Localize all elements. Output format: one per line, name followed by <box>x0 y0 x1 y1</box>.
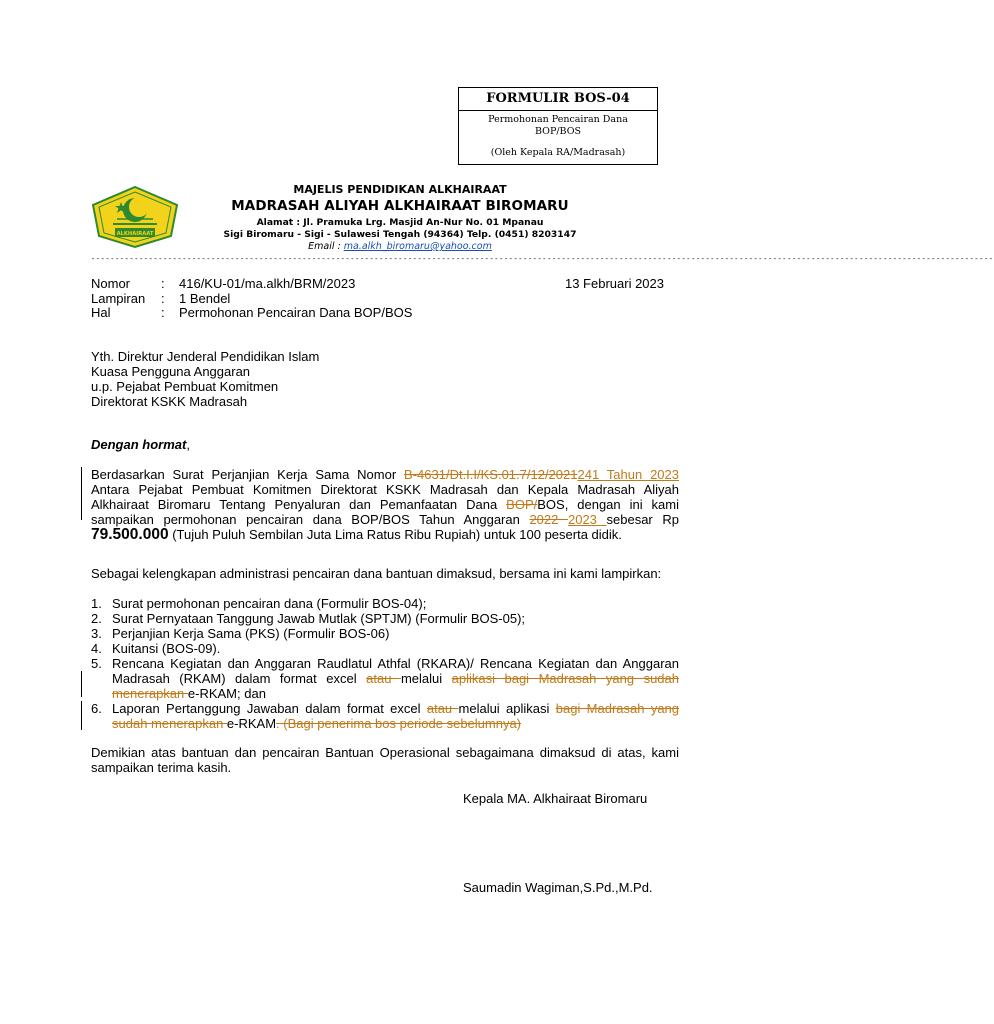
recipient-line3: u.p. Pejabat Pembuat Komitmen <box>91 379 279 394</box>
list-item: 4. Kuitansi (BOS-09). <box>91 641 221 656</box>
salutation-comma: , <box>186 437 190 452</box>
recipient-line1: Yth. Direktur Jenderal Pendidikan Islam <box>91 349 320 364</box>
list-item: 2. Surat Pernyataan Tanggung Jawab Mutlak (SPTJM) (Formulir BOS-05); <box>91 611 526 626</box>
email-link[interactable]: ma.alkh_biromaru@yahoo.com <box>343 241 492 252</box>
form-label-box <box>458 87 658 165</box>
email-label: Email : <box>308 241 341 252</box>
recipient-line2: Kuasa Pengguna Anggaran <box>91 364 251 379</box>
change-bar <box>81 467 82 520</box>
form-subtitle-line3: (Oleh Kepala RA/Madrasah) <box>490 147 626 158</box>
paragraph-pks <box>91 467 679 542</box>
nomor-value: 416/KU-01/ma.alkh/BRM/2023 <box>179 276 356 291</box>
pks-inserted-year: 2023 <box>567 512 607 527</box>
pks-text-1: Berdasarkan Surat Perjanjian Kerja Sama Nomor <box>91 467 405 482</box>
signatory-title: Kepala MA. Alkhairaat Biromaru <box>463 791 648 806</box>
pks-deleted-bop: BOP/ <box>506 497 538 512</box>
pks-deleted-year: 2022 <box>529 512 568 527</box>
salutation-text: Dengan hormat <box>91 437 187 452</box>
pks-deleted-number: B-4631/Dt.I.I/KS.01.7/12/2021 <box>404 467 578 482</box>
form-subtitle-line1: Permohonan Pencairan Dana <box>488 114 628 125</box>
form-subtitle <box>459 111 657 164</box>
form-subtitle-line2: BOP/BOS <box>535 126 581 137</box>
address-line1: Alamat : Jl. Pramuka Lrg. Masjid An-Nur No. 01 Mpanau <box>256 217 544 228</box>
list-item: 5. Rencana Kegiatan dan Anggaran Raudlatul Athfal (RKARA)/ Rencana Kegiatan dan Anggaran Madrasah (RKAM) dalam format excel atau melalui aplikasi bagi Madrasah yang sudah menerapkan e-RKAM; dan <box>91 656 679 701</box>
hal-value: Permohonan Pencairan Dana BOP/BOS <box>179 305 413 320</box>
lampiran-label: Lampiran <box>91 291 146 306</box>
nomor-colon: : <box>161 276 165 291</box>
list-item: 6. Laporan Pertanggung Jawaban dalam format excel atau melalui aplikasi bagi Madrasah yang sudah menerapkan e-RKAM. (Bagi penerima bos periode sebelumnya) <box>91 701 680 731</box>
school-name: MADRASAH ALIYAH ALKHAIRAAT BIROMARU <box>231 198 569 214</box>
email-line <box>180 241 620 252</box>
change-bar <box>81 701 82 730</box>
lampiran-value: 1 Bendel <box>179 291 231 306</box>
signatory-name: Saumadin Wagiman,S.Pd.,M.Pd. <box>463 880 653 895</box>
org-name: MAJELIS PENDIDIKAN ALKHAIRAAT <box>293 183 507 196</box>
pks-inserted-number: 241 Tahun 2023 <box>577 467 679 482</box>
closing-paragraph: Demikian atas bantuan dan pencairan Bantuan Operasional sebagaimana dimaksud di atas, kami sampaikan terima kasih. <box>91 745 679 775</box>
school-logo <box>91 186 179 248</box>
list-item: 1. Surat permohonan pencairan dana (Formulir BOS-04); <box>91 596 427 611</box>
lampiran-colon: : <box>161 291 165 306</box>
list-item: 3. Perjanjian Kerja Sama (PKS) (Formulir BOS-06) <box>91 626 390 641</box>
letter-date: 13 Februari 2023 <box>564 276 664 291</box>
hal-label: Hal <box>91 305 111 320</box>
attachment-list <box>91 596 679 731</box>
pks-text-3: BOS, dengan ini kami sampaikan permohonan pencairan dana BOP/BOS Tahun Anggaran <box>91 497 680 527</box>
salutation <box>91 437 190 452</box>
hal-colon: : <box>161 305 165 320</box>
pks-text-4: sebesar Rp <box>606 512 679 527</box>
logo-text: ALKHAIRAAT <box>116 231 154 238</box>
pks-text-2: Antara Pejabat Pembuat Komitmen Direktorat KSKK Madrasah dan Kepala Madrasah Aliyah Alkhairaat Biromaru Tentang Penyaluran dan Pemanfaatan Dana <box>91 482 679 512</box>
nomor-label: Nomor <box>91 276 131 291</box>
paragraph-attachments-intro: Sebagai kelengkapan administrasi pencairan dana bantuan dimaksud, bersama ini kami lampirkan: <box>91 566 662 581</box>
recipient-line4: Direktorat KSKK Madrasah <box>91 394 248 409</box>
requested-amount: 79.500.000 <box>91 526 169 543</box>
pks-text-5: (Tujuh Puluh Sembilan Juta Lima Ratus Ribu Rupiah) untuk 100 peserta didik. <box>168 527 622 542</box>
letterhead-divider: -------------------------------------------------------------------------------------------------------------------------------------------------------------------------------------------- <box>91 256 994 264</box>
form-title: FORMULIR BOS-04 <box>459 88 657 111</box>
change-bar <box>81 671 82 697</box>
address-line2: Sigi Biromaru - Sigi - Sulawesi Tengah (94364) Telp. (0451) 8203147 <box>223 229 577 240</box>
